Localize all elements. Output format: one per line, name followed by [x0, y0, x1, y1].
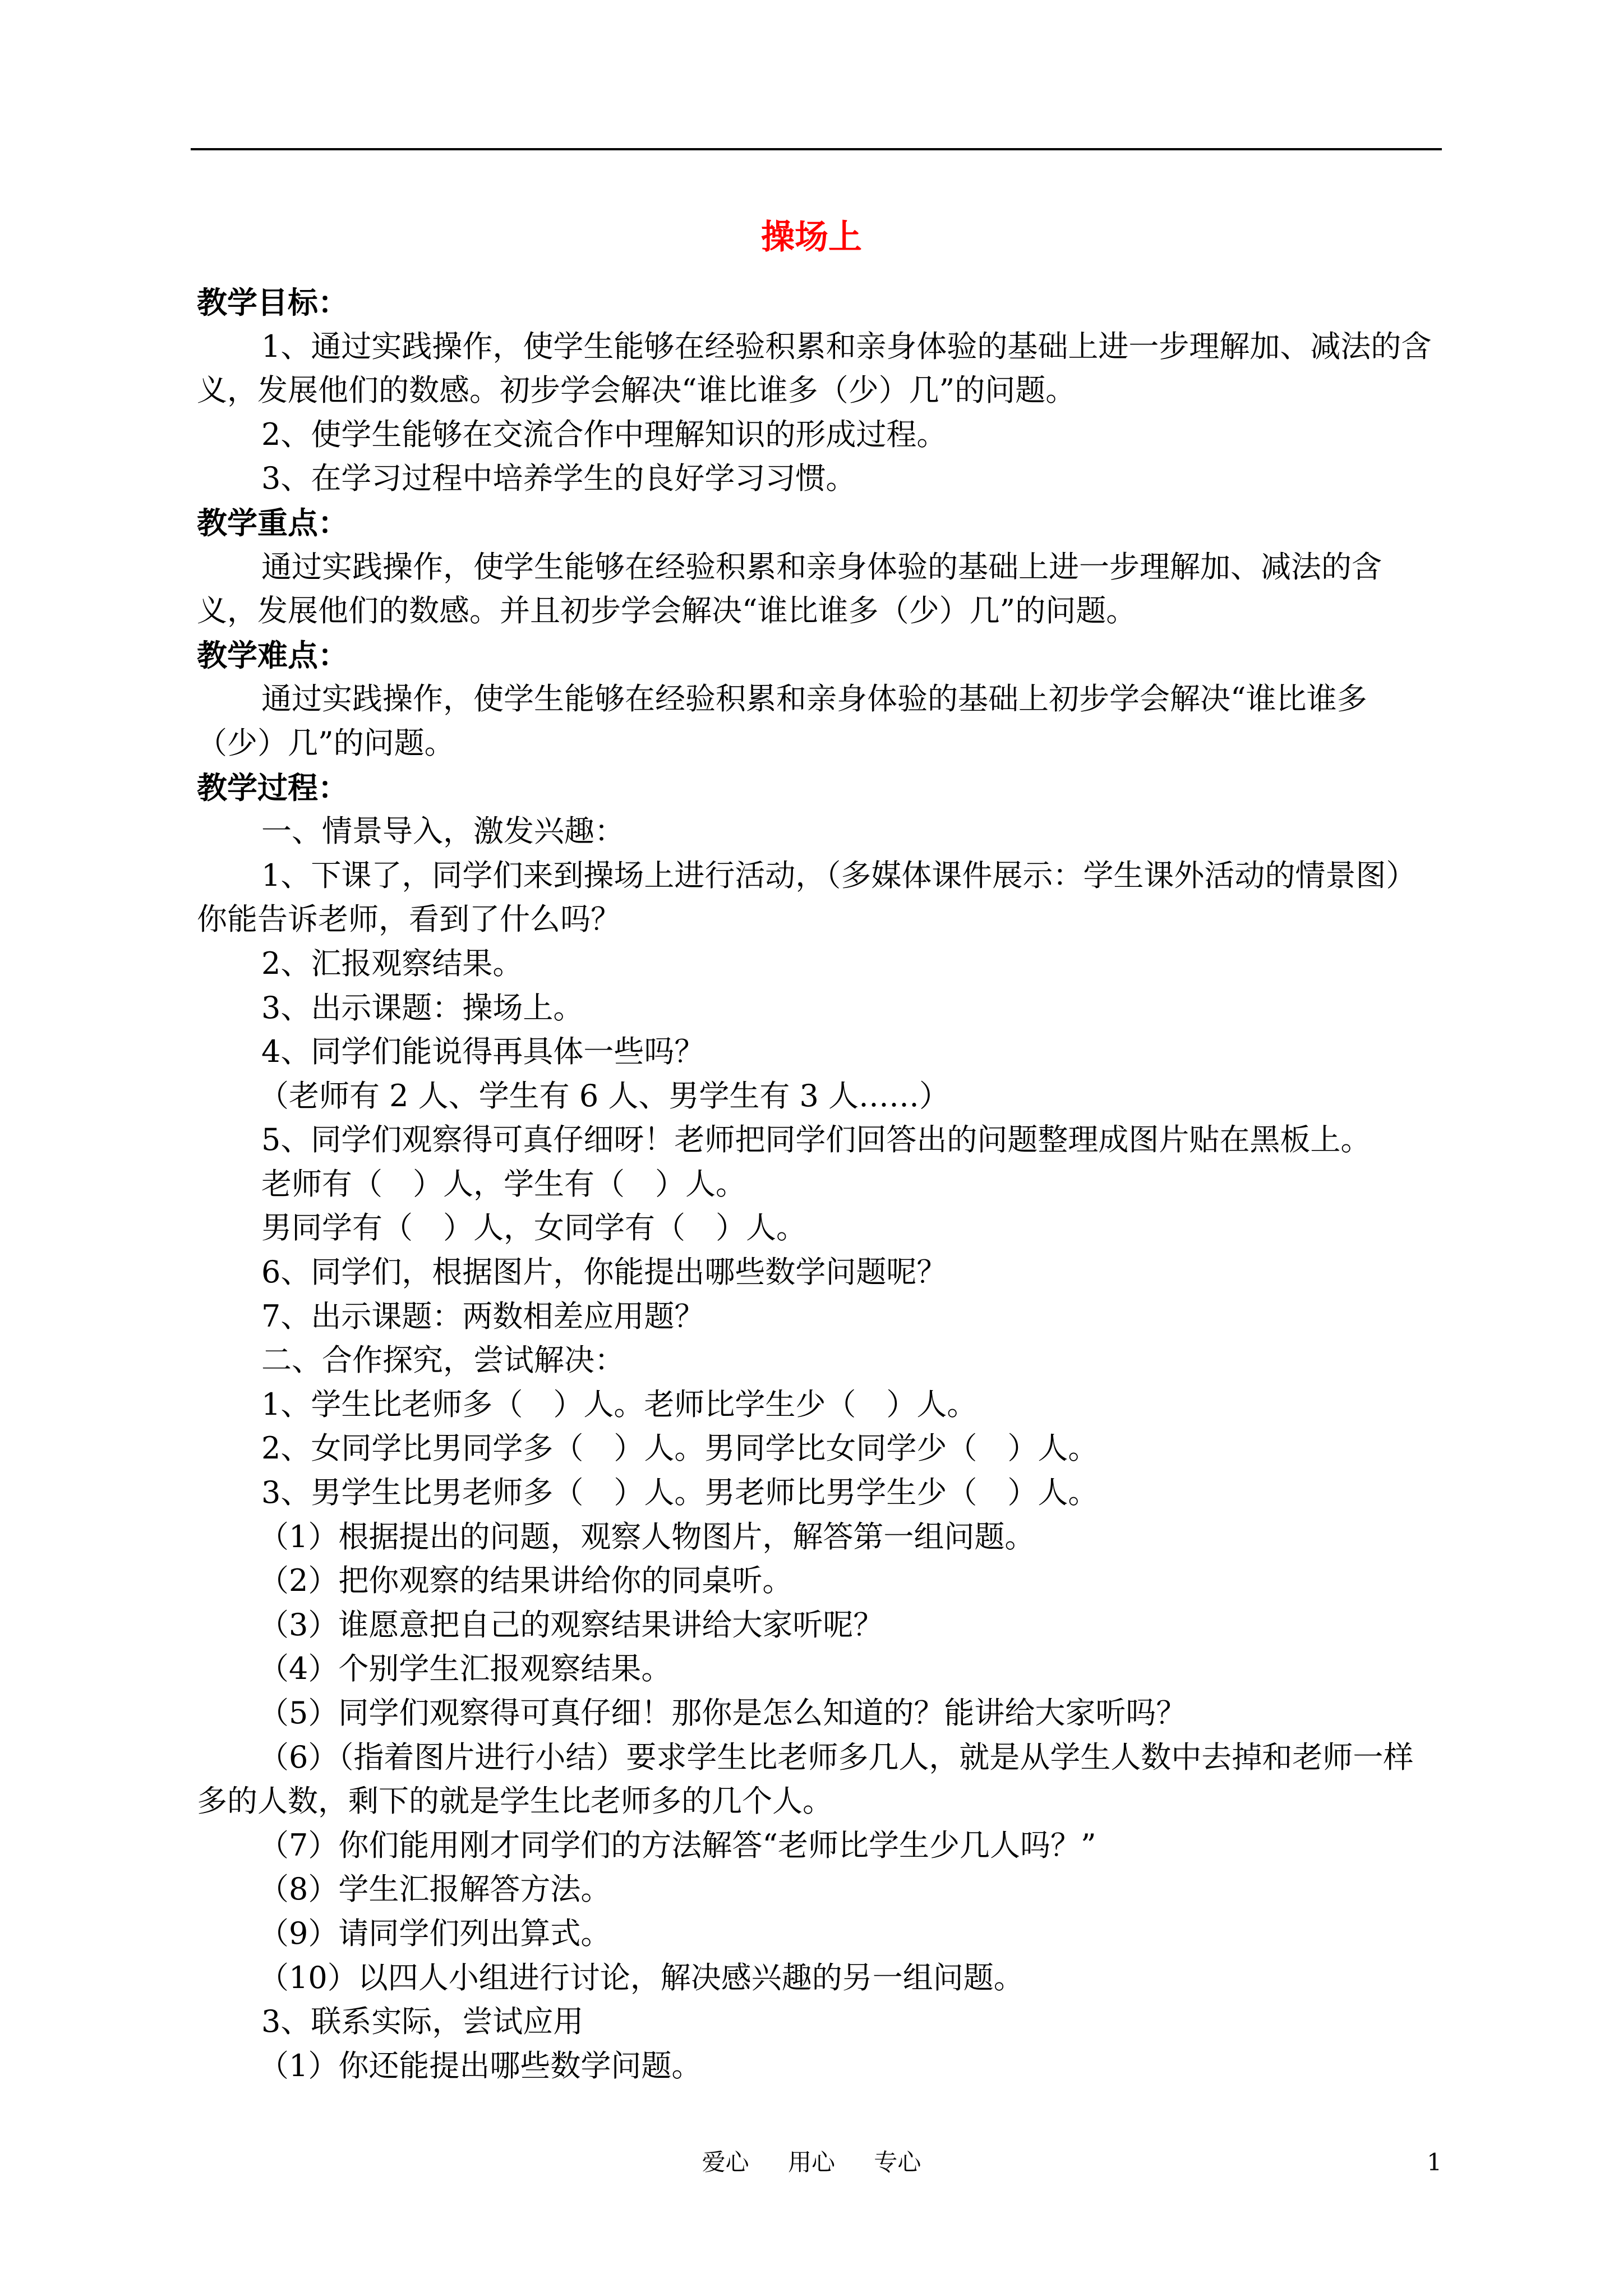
process-item: 7、出示课题：两数相差应用题？: [261, 1298, 705, 1334]
difficulties-heading: 教学难点：: [197, 637, 348, 673]
objective-item: 3、在学习过程中培养学生的良好学习习惯。: [261, 461, 856, 496]
process-section-heading: 一、情景导入，激发兴趣：: [261, 813, 625, 849]
footer-word: 用心: [787, 2148, 835, 2176]
process-subitem: （6）（指着图片进行小结）要求学生比老师多几人，就是从学生人数中去掉和老师一样多的人数，剩下的就是学生比老师多的几个人。: [197, 1739, 1414, 1819]
process-subitem: （1）根据提出的问题，观察人物图片，解答第一组问题。: [259, 1519, 1035, 1554]
process-subitem: （1）你还能提出哪些数学问题。: [259, 2047, 702, 2083]
process-subitem: （8）学生汇报解答方法。: [259, 1871, 611, 1907]
process-item: 2、汇报观察结果。: [261, 945, 523, 981]
process-heading: 教学过程：: [197, 769, 348, 806]
objective-item: 2、使学生能够在交流合作中理解知识的形成过程。: [261, 416, 947, 452]
process-item: 男同学有（ ）人，女同学有（ ）人。: [261, 1210, 806, 1246]
document-body: [197, 280, 1442, 2088]
process-item: 1、学生比老师多（ ）人。老师比学生少（ ）人。: [261, 1386, 978, 1422]
page-title: 操场上: [761, 218, 862, 257]
process-item: 2、女同学比男同学多（ ）人。男同学比女同学少（ ）人。: [261, 1430, 1099, 1466]
difficulties-text: 通过实践操作，使学生能够在经验积累和亲身体验的基础上初步学会解决“谁比谁多（少）几”的问题。: [197, 681, 1367, 761]
process-subitem: （9）请同学们列出算式。: [259, 1915, 611, 1951]
process-subitem: （5）同学们观察得可真仔细！那你是怎么知道的？能讲给大家听吗？: [259, 1695, 1187, 1731]
key-points-heading: 教学重点：: [197, 504, 348, 541]
process-section-heading: 二、合作探究，尝试解决：: [261, 1342, 625, 1378]
process-item: （老师有 2 人、学生有 6 人、男学生有 3 人……）: [259, 1078, 950, 1114]
process-subitem: （4）个别学生汇报观察结果。: [259, 1651, 672, 1687]
footer-word: 专心: [874, 2148, 921, 2176]
process-item: 老师有（ ）人，学生有（ ）人。: [261, 1166, 746, 1202]
process-item: 3、联系实际，尝试应用: [261, 2004, 584, 2040]
process-item: 3、男学生比男老师多（ ）人。男老师比男学生少（ ）人。: [261, 1475, 1099, 1511]
process-item: 3、出示课题：操场上。: [261, 990, 584, 1025]
footer-word: 爱心: [702, 2148, 749, 2176]
process-item: 6、同学们，根据图片，你能提出哪些数学问题呢？: [261, 1254, 947, 1290]
footer-motto: [0, 2146, 1623, 2179]
process-subitem: （7）你们能用刚才同学们的方法解答“老师比学生少几人吗？”: [259, 1827, 1096, 1863]
process-subitem: （3）谁愿意把自己的观察结果讲给大家听呢？: [259, 1607, 884, 1642]
process-subitem: （10）以四人小组进行讨论，解决感兴趣的另一组问题。: [259, 1959, 1024, 1995]
process-item: 4、同学们能说得再具体一些吗？: [261, 1034, 705, 1070]
objectives-heading: 教学目标：: [197, 284, 348, 320]
key-points-text: 通过实践操作，使学生能够在经验积累和亲身体验的基础上进一步理解加、减法的含义，发展他们的数感。并且初步学会解决“谁比谁多（少）几”的问题。: [197, 549, 1382, 629]
header-rule: [191, 148, 1442, 150]
page-number: 1: [1427, 2148, 1442, 2176]
process-subitem: （2）把你观察的结果讲给你的同桌听。: [259, 1563, 793, 1599]
process-item: 1、下课了，同学们来到操场上进行活动，（多媒体课件展示：学生课外活动的情景图）你能告诉老师，看到了什么吗？: [197, 857, 1417, 937]
process-item: 5、同学们观察得可真仔细呀！老师把同学们回答出的问题整理成图片贴在黑板上。: [261, 1122, 1371, 1158]
objective-item: 1、通过实践操作，使学生能够在经验积累和亲身体验的基础上进一步理解加、减法的含义，发展他们的数感。初步学会解决“谁比谁多（少）几”的问题。: [197, 328, 1432, 408]
